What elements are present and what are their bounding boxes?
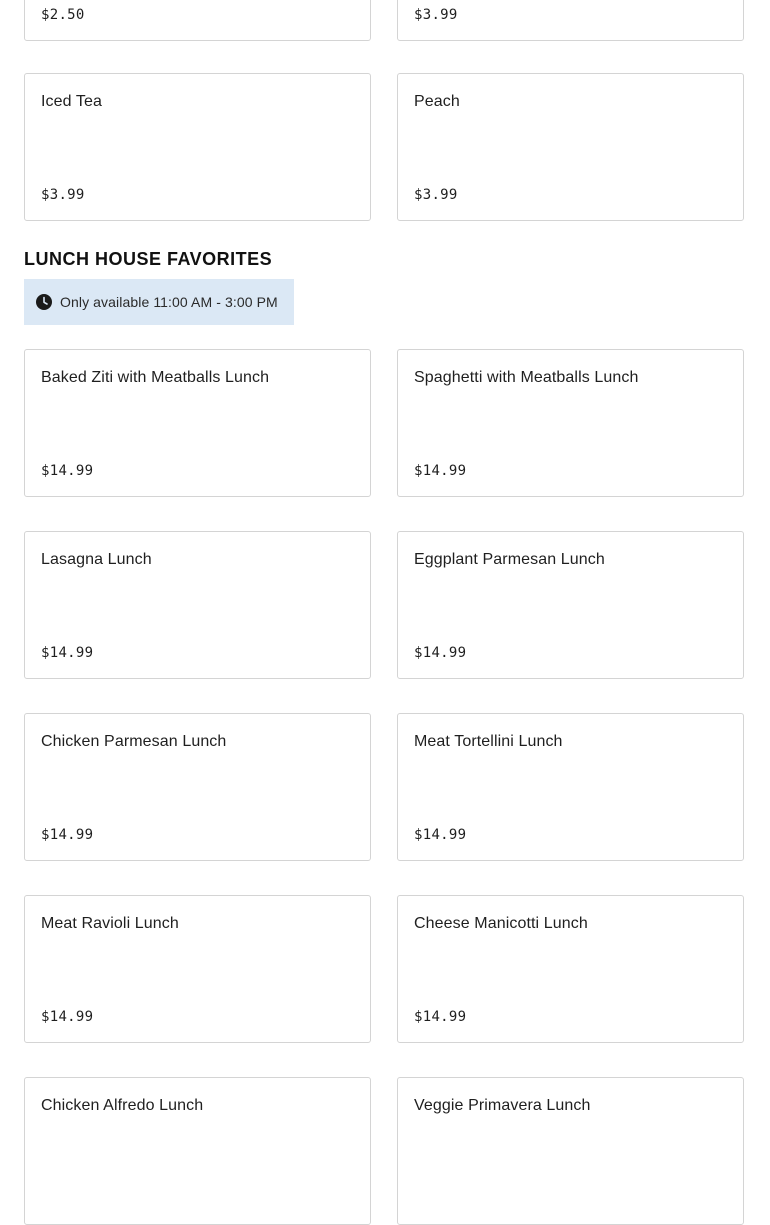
menu-item-name: Meat Ravioli Lunch — [41, 915, 179, 932]
menu-item-price: $14.99 — [414, 1009, 467, 1025]
menu-item-price: $14.99 — [41, 645, 94, 661]
menu-item-price: $14.99 — [414, 645, 467, 661]
menu-item-card[interactable] — [397, 73, 744, 221]
menu-item-name: Cheese Manicotti Lunch — [414, 915, 588, 932]
menu-item-card[interactable] — [397, 531, 744, 679]
menu-item-price: $3.99 — [41, 187, 85, 203]
menu-item-price: $14.99 — [414, 827, 467, 843]
menu-item-card[interactable] — [397, 713, 744, 861]
menu-item-card[interactable] — [397, 895, 744, 1043]
menu-item-name: Spaghetti with Meatballs Lunch — [414, 369, 639, 386]
menu-item-price: $3.99 — [414, 187, 458, 203]
menu-item-name: Lasagna Lunch — [41, 551, 152, 568]
menu-item-card[interactable] — [24, 531, 371, 679]
availability-text: Only available 11:00 AM - 3:00 PM — [60, 294, 278, 310]
menu-item-card[interactable] — [397, 1077, 744, 1225]
menu-item-card[interactable] — [24, 349, 371, 497]
menu-item-card[interactable] — [24, 0, 371, 41]
menu-item-name: Peach — [414, 93, 460, 110]
menu-item-card[interactable] — [24, 73, 371, 221]
menu-item-name: Baked Ziti with Meatballs Lunch — [41, 369, 270, 386]
section-title: LUNCH HOUSE FAVORITES — [24, 249, 273, 269]
menu-item-card[interactable] — [397, 349, 744, 497]
menu-item-price: $2.50 — [41, 7, 85, 23]
menu-item-name: Chicken Parmesan Lunch — [41, 733, 227, 750]
availability-banner — [24, 279, 294, 325]
menu-item-card[interactable] — [24, 895, 371, 1043]
menu-item-card[interactable] — [24, 1077, 371, 1225]
menu-item-price: $14.99 — [41, 827, 94, 843]
clock-icon — [36, 294, 52, 310]
menu-item-name: Eggplant Parmesan Lunch — [414, 551, 605, 568]
menu-item-price: $14.99 — [41, 463, 94, 479]
menu-item-card[interactable] — [397, 0, 744, 41]
menu-item-price: $3.99 — [414, 7, 458, 23]
menu-item-name: Veggie Primavera Lunch — [414, 1097, 591, 1114]
menu-item-name: Iced Tea — [41, 93, 102, 110]
menu-item-price: $14.99 — [41, 1009, 94, 1025]
menu-item-card[interactable] — [24, 713, 371, 861]
menu-item-name: Chicken Alfredo Lunch — [41, 1097, 204, 1114]
menu-item-name: Meat Tortellini Lunch — [414, 733, 563, 750]
menu-item-price: $14.99 — [414, 463, 467, 479]
